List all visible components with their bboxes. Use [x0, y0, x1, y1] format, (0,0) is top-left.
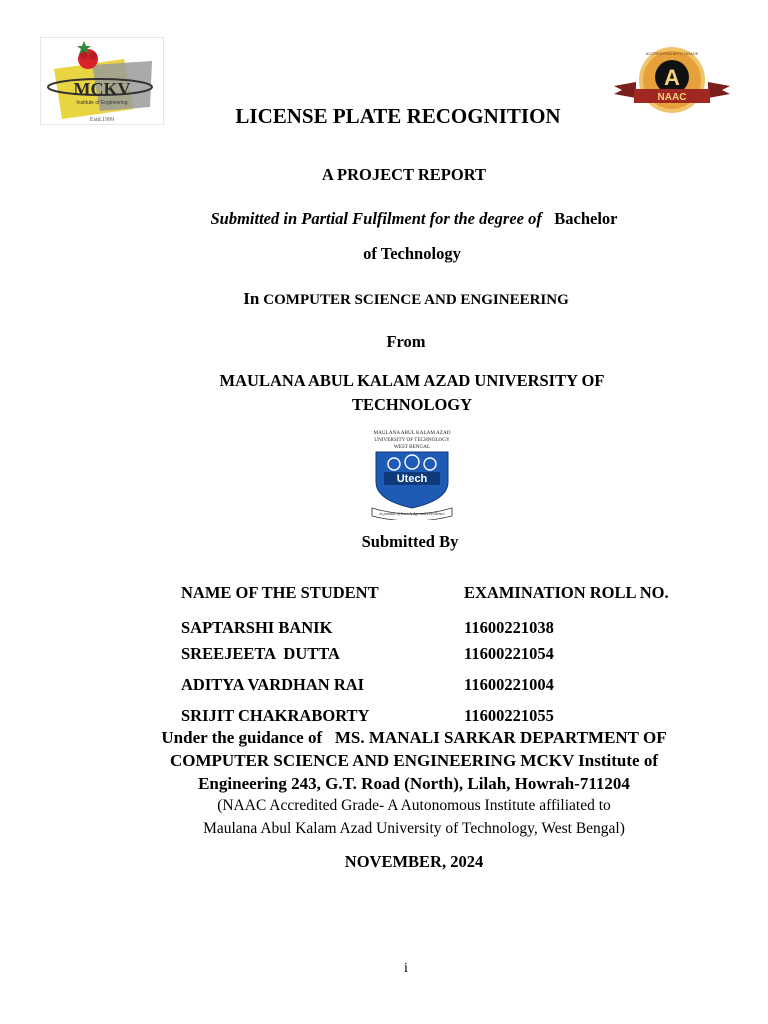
table-row-roll: 11600221055: [464, 706, 554, 725]
table-header-name: NAME OF THE STUDENT: [181, 583, 379, 602]
mckv-logo-subtext: Institute of Engineering: [76, 100, 128, 106]
mckv-logo-text: MCKV: [73, 79, 131, 99]
table-row-roll: 11600221004: [464, 675, 554, 694]
naac-affiliation-line2: Maulana Abul Kalam Azad University of Technology, West Bengal): [203, 820, 625, 837]
table-row-roll: 11600221038: [464, 618, 554, 637]
table-row-name: SREEJEETA DUTTA: [181, 644, 340, 663]
utech-motto: in pursuit of knowledge and excellence: [379, 511, 445, 516]
university-line2: TECHNOLOGY: [351, 395, 473, 414]
from-label: From: [386, 332, 426, 351]
utech-header-line1: MAULANA ABUL KALAM AZAD: [373, 430, 451, 436]
project-report-label: A PROJECT REPORT: [321, 165, 487, 184]
table-row-name: ADITYA VARDHAN RAI: [181, 675, 365, 694]
table-row-roll: 11600221054: [464, 644, 554, 663]
report-title: LICENSE PLATE RECOGNITION: [235, 104, 561, 128]
naac-grade-letter: A: [664, 65, 680, 90]
university-line1: MAULANA ABUL KALAM AZAD UNIVERSITY OF: [219, 371, 605, 390]
naac-ribbon-text: NAAC: [657, 92, 687, 103]
table-header-roll: EXAMINATION ROLL NO.: [464, 583, 669, 602]
utech-header-line2: UNIVERSITY OF TECHNOLOGY: [374, 437, 450, 443]
utech-header-line3: WEST BENGAL: [393, 444, 431, 450]
degree-part1: Bachelor: [554, 209, 618, 228]
degree-part2: of Technology: [363, 244, 461, 263]
table-row-name: SAPTARSHI BANIK: [181, 618, 333, 637]
submitted-italic-text: Submitted in Partial Fulfilment for the degree of: [210, 209, 542, 228]
page-number: i: [404, 961, 408, 976]
naac-affiliation-line1: (NAAC Accredited Grade- A Autonomous Institute affiliated to: [217, 797, 611, 814]
table-row-name: SRIJIT CHAKRABORTY: [181, 706, 370, 725]
utech-logo: [366, 428, 458, 520]
utech-shield-text: Utech: [396, 473, 428, 485]
mckv-logo-est: Estd.1999: [89, 117, 115, 123]
degree-statement: [30, 209, 768, 229]
department-line: [22, 289, 768, 309]
department-name: COMPUTER SCIENCE AND ENGINEERING: [263, 292, 569, 308]
naac-ring-text: ACCREDITED WITH GRADE: [645, 51, 699, 56]
submitted-by-label: Submitted By: [361, 532, 459, 551]
in-prefix: In: [243, 289, 260, 308]
guidance-line2: COMPUTER SCIENCE AND ENGINEERING MCKV Institute of: [169, 751, 658, 770]
guidance-line3: Engineering 243, G.T. Road (North), Lilah, Howrah-711204: [198, 774, 630, 793]
submission-date: NOVEMBER, 2024: [344, 852, 484, 871]
guidance-line1: Under the guidance of MS. MANALI SARKAR DEPARTMENT OF: [161, 728, 667, 747]
